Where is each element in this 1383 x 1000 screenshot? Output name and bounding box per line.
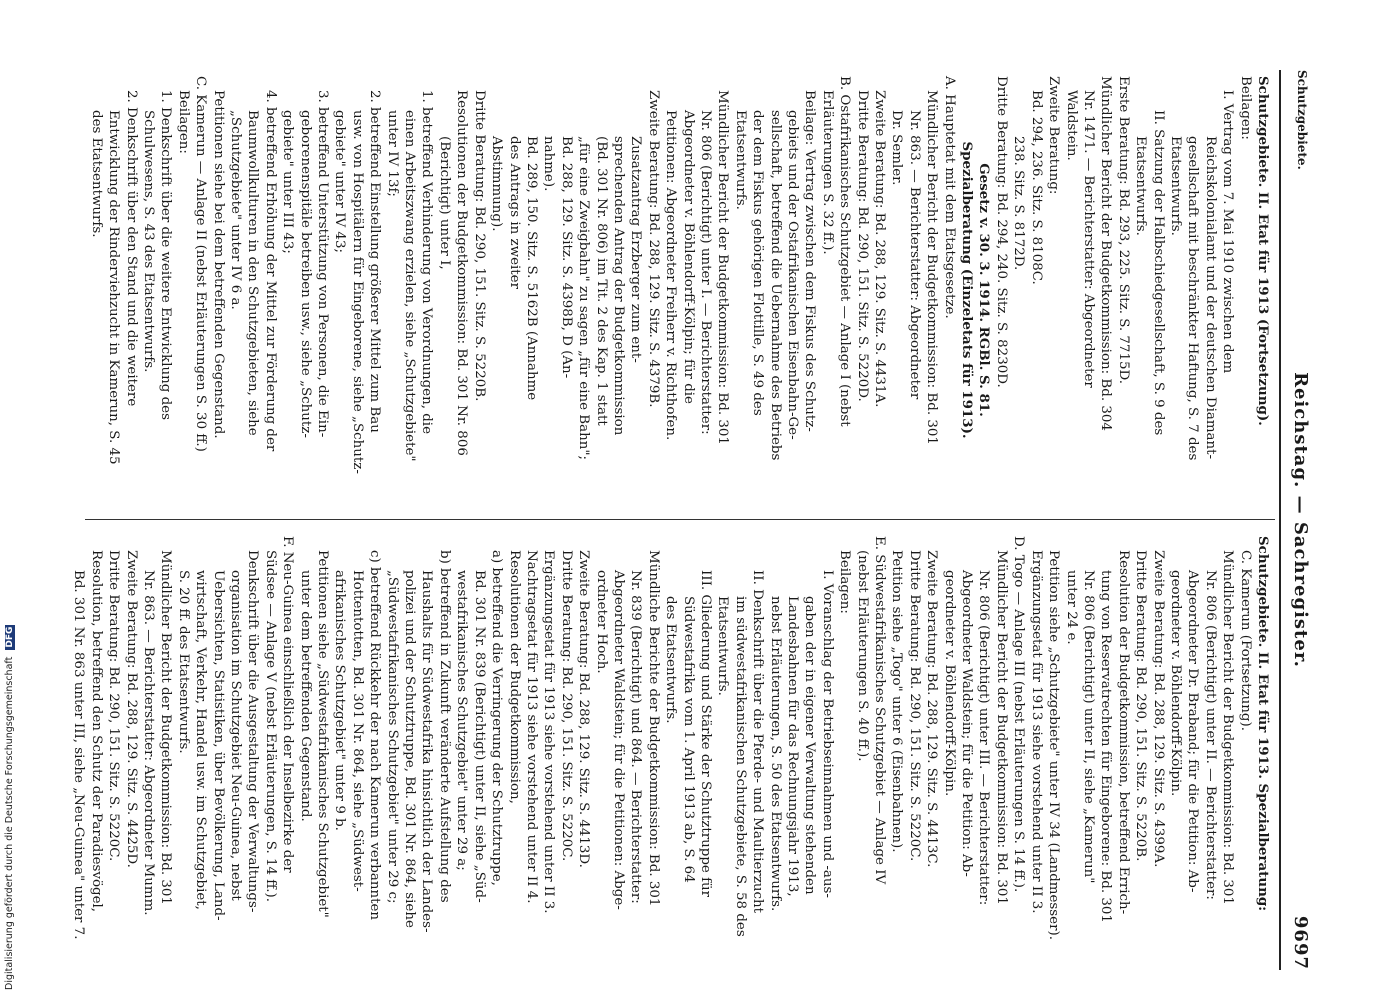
left-column-line: Zusatzantrag Erzberger zum ent- (628, 136, 644, 363)
right-column-line: Landesbahnen für das Rechnungsjahr 1913, (785, 596, 801, 897)
left-column-line: Erste Beratung: Bd. 293, 225. Sitz. S. 7715D. (1115, 76, 1131, 385)
left-column-line: Resolutionen der Budgetkommission: Bd. 301 Nr. 806 (454, 90, 470, 456)
right-column-line: Ergänzungsetat für 1913 siehe vorstehend unter II 3. (541, 550, 557, 914)
left-column-line: gesellschaft mit beschränkter Haftung, S. 7 des (1185, 136, 1201, 461)
right-column-line: c) betreffend Rückkehr der nach Kamerun verbannten (367, 550, 383, 920)
left-column-line: gebiete" unter III 43; (280, 110, 296, 254)
right-column-line: E. Südwestafrikanisches Schutzgebiet — Anlage IV (872, 536, 888, 885)
left-column-line: Petitionen siehe bei dem betreffenden Gegenstand. (210, 90, 226, 439)
right-column-line: Nachtragsetat für 1913 siehe vorstehend unter II 4. (523, 550, 539, 904)
right-column-line: gaben der in eigener Verwaltung stehenden (802, 596, 818, 895)
column-divider (85, 519, 1275, 520)
left-column-line: Abgeordneter v. Böhlendorff-Kölpin; für die (680, 110, 696, 404)
left-column-line: Zweite Beratung: Bd. 288, 129. Sitz. S. 4431A. (872, 90, 888, 408)
right-column-line: C. Kamerun (Fortsetzung). (1237, 550, 1253, 731)
left-column-line: Beilagen: (175, 90, 191, 154)
right-column-line: im südwestafrikanischen Schutzgebiete, S. 58 des (732, 596, 748, 937)
right-column-line: Petition siehe „Togo" unter 6 (Eisenbahnen). (889, 550, 905, 853)
page-header (1281, 70, 1315, 970)
right-column-line: Resolution der Budgetkommission, betreffend Errich- (1115, 550, 1131, 915)
right-column-line: I. Voranschlag der Betriebseinnahmen und -aus- (819, 570, 835, 898)
header-rule (1279, 70, 1281, 970)
right-column-line: Bd. 301 Nr. 863 unter III, siehe „Neu-Guinea" unter 7. (71, 570, 87, 940)
left-column-line: 2. Denkschrift über den Stand und die weitere (123, 90, 139, 407)
left-column-line: Etatsentwurfs. (1167, 136, 1183, 236)
right-column-line: Mündlicher Bericht der Budgetkommission: Bd. 301 (993, 550, 1009, 905)
right-column-line: Dritte Beratung: Bd. 290, 151. Sitz. S. 5220C. (906, 550, 922, 862)
right-column-line: (nebst Erläuterungen S. 40 ff.). (854, 550, 870, 762)
right-column-line: Nr. 806 (Berichtigt) unter II, siehe „Kamerun" (1080, 570, 1096, 884)
left-column-line: Schutzgebiete. II. Etat für 1913 (Fortsetzung). (1255, 76, 1271, 426)
left-column-line: C. Kamerun — Anlage II (nebst Erläuterungen S. 30 ff.) (193, 76, 209, 452)
right-column-line: Abgeordneter Waldstein; für die Petition: Ab- (959, 570, 975, 877)
right-column-line: Uebersichten, Statistiken, über Bevölkerung, Land- (210, 570, 226, 921)
right-column-line: b) betreffend in Zukunft veränderte Aufstellung des (436, 550, 452, 903)
left-column-line: „für eine Zweigbahn" zu sagen „für eine Bahn"; (576, 136, 592, 461)
left-column-line: Petitionen: Abgeordneter Freiherr v. Richthofen. (663, 110, 679, 441)
left-column-line: I. Vertrag vom 7. Mai 1910 zwischen dem (1220, 90, 1236, 374)
right-column-line: unter dem betreffenden Gegenstand. (297, 570, 313, 822)
right-column-line: Resolutionen der Budgetkommission, (506, 550, 522, 804)
right-column-line: a) betreffend die Verringerung der Schutztruppe, (489, 550, 505, 886)
right-column-line: polizei und der Schutztruppe, Bd. 301 Nr. 864, siehe (402, 570, 418, 928)
left-column-line: einen Arbeitszwang erzielen, siehe „Schutzgebiete" (402, 110, 418, 462)
left-column-line: Gesetz v. 30. 3. 1914. RGBl. S. 81. (976, 163, 993, 417)
left-column-line: Zweite Beratung: Bd. 288, 129. Sitz. S. 4379B. (645, 90, 661, 408)
right-column-line: Hottentotten, Bd. 301 Nr. 864, siehe „Südwest- (349, 570, 365, 892)
left-column-line: Baumwollkulturen in den Schutzgebieten, siehe (245, 110, 261, 436)
right-column-line: tung von Reservatrechten für Eingeborene: Bd. 301 (1098, 570, 1114, 923)
scanned-page (71, 70, 1315, 970)
right-column-line: Nr. 806 (Berichtigt) unter II. — Berichterstatter: (1202, 570, 1218, 900)
right-column-line: Dritte Beratung: Bd. 290, 151. Sitz. S. 5220B. (1133, 550, 1149, 862)
left-column-line: der dem Fiskus gehörigen Flottille, S. 49 des (750, 110, 766, 416)
left-column-line: Reichskolonialamt und der deutschen Diamant- (1202, 136, 1218, 460)
left-column-line: unter IV 13f; (384, 110, 400, 197)
right-column-line: III. Gliederung und Stärke der Schutztruppe für (698, 570, 713, 898)
left-column-line: Nr. 806 (Berichtigt) unter I. — Berichterstatter: (698, 110, 713, 435)
left-column-line: 1. betreffend Verhinderung von Verordnungen, die (419, 90, 435, 434)
left-column-line: usw. von Hospitälern für Eingeborene, siehe „Schutz- (349, 110, 365, 474)
right-column-line: Nr. 839 (Berichtigt) und 864. — Berichterstatter: (628, 570, 644, 904)
left-column-line: Bd. 289, 150. Sitz. S. 5162B (Annahme (523, 136, 539, 401)
left-column-line: Bd. 288, 129. Sitz. S. 4398B, D (An- (558, 136, 574, 379)
page-number: 9697 (1290, 915, 1311, 970)
right-column-line: Nr. 806 (Berichtigt) unter III. — Berichterstatter: (976, 570, 992, 906)
right-column-line: Mündlicher Bericht der Budgetkommission: Bd. 301 (158, 550, 174, 905)
left-column-line: (Berichtigt) unter I, (436, 136, 452, 270)
left-column-line: Dr. Semler. (889, 110, 905, 186)
left-column-line: Dritte Beratung: Bd. 294, 240. Sitz. S. 8230D. (993, 76, 1009, 388)
right-column-line: II. Denkschrift über die Pferde- und Maultierzucht (750, 570, 766, 913)
left-column-line: Bd. 294, 236. Sitz. S. 8108C. (1028, 90, 1044, 285)
header-section: Schutzgebiete. (1295, 70, 1309, 170)
right-column-line: unter 24 e. (1063, 570, 1079, 645)
left-column-line: Abstimmung). (489, 136, 505, 232)
left-column-line: II. Satzung der Halbschiedgesellschaft, S. 9 des (1150, 110, 1166, 436)
right-column-line: Südwestafrika vom 1. April 1913 ab, S. 64 (680, 596, 696, 883)
left-column-line: Nr. 1471. — Berichterstatter: Abgeordneter (1080, 90, 1096, 388)
left-column-line: B. Ostafrikanisches Schutzgebiet — Anlage I (nebst (837, 76, 853, 427)
left-column-line: Waldstein. (1063, 90, 1079, 161)
right-column-line: Zweite Beratung: Bd. 288, 129. Sitz. S. 4413D. (576, 550, 592, 868)
right-column-line: Dritte Beratung: Bd. 290, 151. Sitz. S. 5220C. (106, 550, 122, 862)
credit-text: Digitalisierung gefördert durch die Deutsche Forschungsgemeinschaft (4, 656, 15, 990)
left-column-line: Schulwesens, S. 43 des Etatsentwurfs. (141, 110, 156, 373)
right-column-line: Dritte Beratung: Bd. 290, 151. Sitz. S. 5220C. (558, 550, 574, 862)
dfg-logo: DFG (5, 626, 15, 648)
right-column-line: afrikanisches Schutzgebiet" unter 9 b. (332, 570, 348, 831)
left-column-line: „Schutzgebiete" unter IV 6 a. (228, 110, 244, 310)
right-column-line: geordneter v. Böhlendorff-Kölpin. (941, 570, 957, 797)
left-column-line: 238. Sitz. S. 8172D. (1011, 136, 1027, 271)
right-column-line: Nr. 863. — Berichterstatter: Abgeordneter Mumm. (141, 570, 156, 916)
right-column-line: Mündlicher Bericht der Budgetkommission: Bd. 301 (1220, 550, 1236, 905)
right-column-line: Zweite Beratung: Bd. 288, 129. Sitz. S. 4399A. (1150, 550, 1166, 868)
left-column-line: A. Hauptetat mit dem Etatsgesetze. (941, 76, 957, 319)
left-column-line: Entwicklung der Rinderviehzucht in Kamerun, S. 45 (106, 110, 122, 465)
right-column-line: Petitionen siehe „Südwestafrikanisches Schutzgebiet" (315, 550, 331, 918)
left-column-line: sellschaft, betreffend die Uebernahme des Betriebs (767, 110, 783, 461)
left-column-line: 4. betreffend Erhöhung der Mittel zur Förderung der (262, 90, 278, 452)
left-column (88, 76, 1271, 504)
left-column-line: Erläuterungen S. 32 ff.). (819, 90, 835, 255)
right-column-line: nebst Erläuterungen, S. 50 des Etatsentwurfs. (767, 596, 783, 912)
left-column-line: 3. betreffend Unterstützung von Personen, die Ein- (315, 90, 331, 438)
right-column-line: S. 20 ff. des Etatsentwurfs. (175, 570, 191, 754)
left-column-line: Beilagen: (1237, 76, 1253, 140)
right-column-line: ordneter Hoch. (593, 570, 609, 674)
right-column-line: Etatsentwurfs. (715, 596, 731, 696)
right-column-line: organisation im Schutzgebiet Neu-Guinea, nebst (228, 570, 244, 901)
right-column-line: des Etatsentwurfs. (663, 596, 679, 724)
left-column-line: 1. Denkschrift über die weitere Entwicklung des (158, 90, 174, 420)
left-column-line: des Etatsentwurfs. (88, 110, 104, 238)
right-column-line: Schutzgebiete. II. Etat für 1913. Spezialberatung: (1255, 536, 1271, 912)
left-column-line: Mündlicher Bericht der Budgetkommission: Bd. 301 (924, 90, 940, 445)
left-column-line: gebiete" unter IV 43; (332, 110, 348, 253)
left-column-line: Spezialberatung (Einzeletats für 1913). (959, 141, 976, 439)
right-column-line: Beilagen: (837, 550, 853, 614)
right-column-line: Mündliche Berichte der Budgetkommission: Bd. 301 (645, 550, 661, 907)
right-column-line: geordneter v. Böhlendorff-Kölpin. (1167, 570, 1183, 797)
left-column-line: Zweite Beratung: (1046, 76, 1062, 195)
right-column-line: „Südwestafrikanisches Schutzgebiet" unter 29 c; (384, 570, 400, 904)
right-column-line: Petition siehe „Schutzgebiete" unter IV 34 (Landmesser). (1046, 550, 1062, 940)
left-column-line: (Bd. 301 Nr. 806) im Tit. 2 des Kap. 1 statt (593, 136, 609, 426)
right-column-line: Ergänzungsetat für 1913 siehe vorstehend unter II 3. (1028, 550, 1044, 914)
left-column-line: Etatsentwurfs. (1133, 136, 1149, 236)
right-column-line: Bd. 301 Nr. 839 (Berichtigt) unter II, siehe „Süd- (471, 570, 487, 903)
right-column-line: D. Togo — Anlage III (nebst Erläuterungen S. 14 ff.). (1011, 536, 1027, 893)
left-column-line: des Antrags in zweiter (506, 136, 522, 289)
right-column-line: Abgeordneter Dr. Braband; für die Petition: Ab- (1185, 570, 1201, 893)
left-column-line: nahme). (541, 136, 557, 192)
right-column-line: Zweite Beratung: Bd. 288, 129. Sitz. S. 4425D. (123, 550, 139, 868)
left-column-line: sprechenden Antrag der Budgetkommission (610, 136, 626, 436)
left-column-line: Mündlicher Bericht der Budgetkommission: Bd. 304 (1098, 76, 1114, 431)
left-column-line: 2. betreffend Einstellung größerer Mittel zum Bau (367, 90, 383, 433)
right-column-line: F. Neu-Guinea einschließlich der Inselbezirke der (280, 536, 296, 873)
right-column-line: wirtschaft, Verkehr, Handel usw. im Schutzgebiet, (193, 570, 209, 910)
right-column-line: Südsee — Anlage V (nebst Erläuterungen, S. 14 ff.). (262, 550, 278, 903)
left-column-line: Etatsentwurfs. (732, 110, 748, 210)
right-column (71, 536, 1271, 964)
right-column-line: westafrikanisches Schutzgebiet" unter 29 a; (454, 570, 470, 871)
right-column-line: Abgeordneter Waldstein; für die Petitionen: Abge- (610, 570, 626, 910)
right-column-line: Denkschrift über die Ausgestaltung der Verwaltungs- (245, 550, 261, 913)
right-column-line: Resolution, betreffend den Schutz der Paradiesvögel, (88, 550, 104, 913)
digitization-credit (4, 0, 18, 990)
right-column-line: Zweite Beratung: Bd. 288, 129. Sitz. S. 4413C. (924, 550, 940, 868)
left-column-line: geborenenspitäle betreiben usw., siehe „Schutz- (297, 110, 313, 438)
left-column-line: Dritte Beratung: Bd. 290, 151. Sitz. S. 5220D. (854, 90, 870, 402)
header-title: Reichstag. — Sachregister. (1290, 372, 1311, 668)
left-column-line: gebiets und der Ostafrikanischen Eisenbahn-Ge- (785, 110, 801, 440)
left-column-line: Dritte Beratung: Bd. 290, 151. Sitz. S. 5220B. (471, 90, 487, 402)
left-column-line: Beilage: Vertrag zwischen dem Fiskus des Schutz- (802, 90, 818, 432)
left-column-line: Nr. 863. — Berichterstatter: Abgeordneter (906, 110, 922, 400)
right-column-line: Haushalts für Südwestafrika hinsichtlich der Landes- (419, 570, 435, 933)
left-column-line: Mündlicher Bericht der Budgetkommission: Bd. 301 (715, 90, 731, 445)
